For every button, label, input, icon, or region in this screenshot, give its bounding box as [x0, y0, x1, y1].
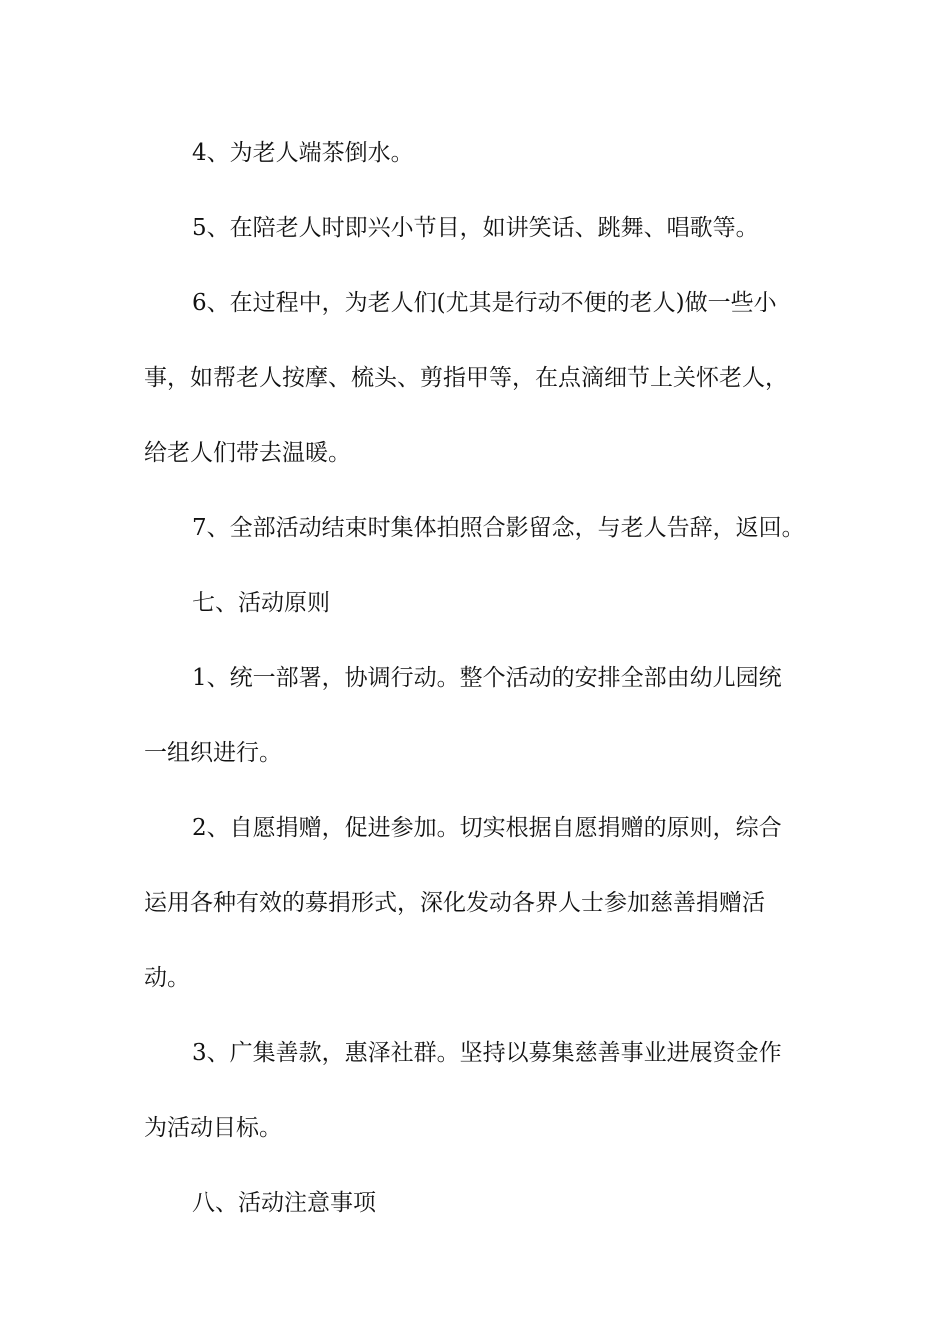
paragraph-line: 给老人们带去温暖。 — [144, 440, 351, 466]
section-heading: 八、活动注意事项 — [192, 1190, 376, 1216]
paragraph-line: 为活动目标。 — [144, 1115, 282, 1141]
paragraph-line: 5、在陪老人时即兴小节目，如讲笑话、跳舞、唱歌等。 — [192, 215, 759, 241]
paragraph-line: 一组织进行。 — [144, 740, 282, 766]
section-heading: 七、活动原则 — [192, 590, 330, 616]
paragraph-line: 2、自愿捐赠，促进参加。切实根据自愿捐赠的原则，综合 — [192, 815, 782, 841]
paragraph-line: 动。 — [144, 965, 190, 991]
paragraph-line: 3、广集善款，惠泽社群。坚持以募集慈善事业进展资金作 — [192, 1040, 782, 1066]
paragraph-line: 7、全部活动结束时集体拍照合影留念，与老人告辞，返回。 — [192, 515, 805, 541]
paragraph-line: 运用各种有效的募捐形式，深化发动各界人士参加慈善捐赠活 — [144, 890, 765, 916]
paragraph-line: 6、在过程中，为老人们(尤其是行动不便的老人)做一些小 — [192, 290, 777, 316]
paragraph-line: 事，如帮老人按摩、梳头、剪指甲等，在点滴细节上关怀老人， — [144, 365, 788, 391]
paragraph-line: 4、为老人端茶倒水。 — [192, 140, 414, 166]
paragraph-line: 1、统一部署，协调行动。整个活动的安排全部由幼儿园统 — [192, 665, 782, 691]
